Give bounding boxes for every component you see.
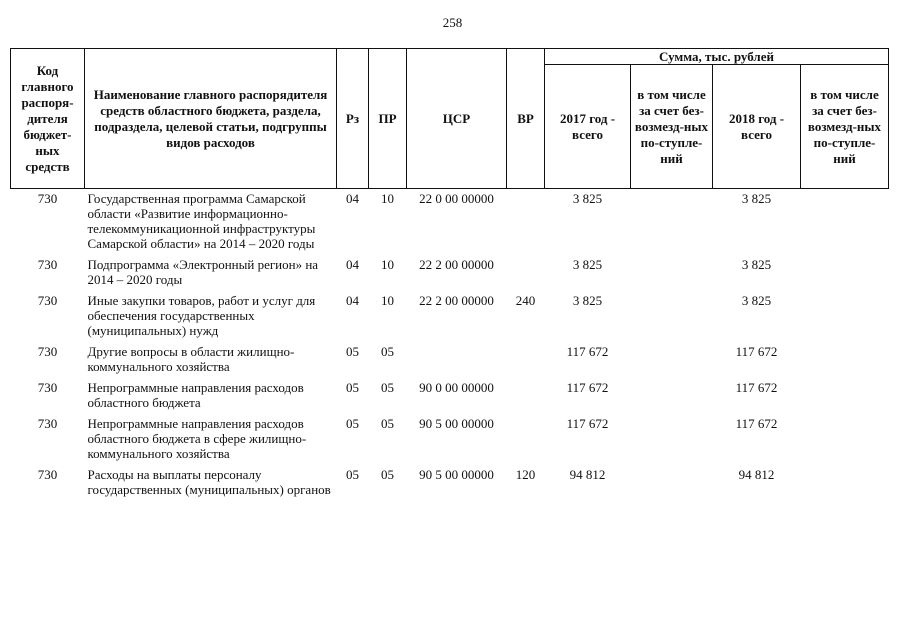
row-sum-2018: 117 672 (735, 344, 778, 359)
row-name: Расходы на выплаты персоналу государственных (муниципальных) органов (87, 467, 331, 497)
row-sum-2018-free (801, 414, 889, 465)
row-pr: 05 (381, 344, 394, 359)
row-sum-2018: 3 825 (741, 191, 772, 206)
row-sum-2018-free (801, 189, 889, 256)
row-vr: 240 (515, 293, 536, 308)
row-sum-2018-free (801, 291, 889, 342)
row-sum-2017: 3 825 (572, 257, 603, 272)
row-code: 730 (37, 380, 58, 395)
table-row (11, 189, 889, 256)
row-name: Непрограммные направления расходов областного бюджета (87, 380, 304, 410)
row-vr (507, 189, 545, 256)
row-pr: 10 (381, 191, 394, 206)
row-sum-2017-free (631, 414, 713, 465)
row-csr: 90 5 00 00000 (419, 467, 494, 482)
row-code: 730 (37, 293, 58, 308)
row-vr (507, 414, 545, 465)
header-code: Код главного распоря-дителя бюджет-ных средств (11, 49, 85, 189)
row-sum-2017: 3 825 (572, 293, 603, 308)
table-row (11, 255, 889, 291)
row-sum-2017-free (631, 465, 713, 501)
row-pr: 05 (381, 467, 394, 482)
row-rz: 05 (346, 467, 359, 482)
row-sum-2017-free (631, 255, 713, 291)
row-csr: 22 0 00 00000 (419, 191, 494, 206)
row-rz: 05 (346, 344, 359, 359)
row-pr: 10 (381, 293, 394, 308)
row-csr (407, 342, 507, 378)
row-sum-2018: 94 812 (738, 467, 775, 482)
row-pr: 05 (381, 380, 394, 395)
row-pr: 05 (381, 416, 394, 431)
row-vr (507, 255, 545, 291)
row-sum-2017-free (631, 189, 713, 256)
row-sum-2018-free (801, 342, 889, 378)
row-rz: 05 (346, 380, 359, 395)
row-rz: 05 (346, 416, 359, 431)
row-sum-2017: 94 812 (569, 467, 606, 482)
row-vr (507, 378, 545, 414)
row-sum-2018-free (801, 378, 889, 414)
row-sum-2018: 117 672 (735, 416, 778, 431)
header-name: Наименование главного распорядителя средств областного бюджета, раздела, подраздела, целевой статьи, подгруппы видов расходов (85, 49, 337, 189)
row-pr: 10 (381, 257, 394, 272)
row-rz: 04 (346, 191, 359, 206)
row-sum-2017: 117 672 (566, 416, 609, 431)
row-sum-2017: 3 825 (572, 191, 603, 206)
page-number: 258 (442, 15, 463, 30)
header-vr: ВР (507, 49, 545, 189)
header-2018-free: в том числе за счет без-возмезд-ных по-ступле-ний (801, 65, 889, 189)
row-code: 730 (37, 344, 58, 359)
row-code: 730 (37, 416, 58, 431)
table-row (11, 465, 889, 501)
row-sum-2018: 3 825 (741, 293, 772, 308)
row-csr: 22 2 00 00000 (419, 293, 494, 308)
row-csr: 22 2 00 00000 (419, 257, 494, 272)
row-name: Другие вопросы в области жилищно-коммунального хозяйства (87, 344, 295, 374)
row-vr: 120 (515, 467, 536, 482)
header-csr: ЦСР (407, 49, 507, 189)
row-sum-2018: 117 672 (735, 380, 778, 395)
row-sum-2017: 117 672 (566, 380, 609, 395)
header-sum: Сумма, тыс. рублей (545, 49, 889, 65)
row-sum-2017: 117 672 (566, 344, 609, 359)
row-name: Государственная программа Самарской области «Развитие информационно-телекоммуникационной инфраструктуры Самарской области» на 2014 – 2020 годы (87, 191, 316, 251)
row-sum-2017-free (631, 342, 713, 378)
table-row (11, 378, 889, 414)
row-rz: 04 (346, 257, 359, 272)
row-sum-2018: 3 825 (741, 257, 772, 272)
row-vr (507, 342, 545, 378)
header-pr: ПР (369, 49, 407, 189)
table-row (11, 342, 889, 378)
row-name: Непрограммные направления расходов областного бюджета в сфере жилищно-коммунального хозяйства (87, 416, 307, 461)
row-sum-2017-free (631, 291, 713, 342)
table-header (11, 49, 889, 189)
header-2018-total: 2018 год - всего (713, 65, 801, 189)
row-csr: 90 0 00 00000 (419, 380, 494, 395)
table-row (11, 291, 889, 342)
row-sum-2017-free (631, 378, 713, 414)
row-sum-2018-free (801, 255, 889, 291)
row-sum-2018-free (801, 465, 889, 501)
table-row (11, 414, 889, 465)
header-rz: Рз (337, 49, 369, 189)
row-code: 730 (37, 191, 58, 206)
row-name: Подпрограмма «Электронный регион» на 2014 – 2020 годы (87, 257, 319, 287)
row-rz: 04 (346, 293, 359, 308)
budget-table (10, 48, 889, 501)
header-2017-free: в том числе за счет без-возмезд-ных по-ступле-ний (631, 65, 713, 189)
header-2017-total: 2017 год - всего (545, 65, 631, 189)
row-code: 730 (37, 467, 58, 482)
row-name: Иные закупки товаров, работ и услуг для обеспечения государственных (муниципальных) нужд (87, 293, 316, 338)
row-csr: 90 5 00 00000 (419, 416, 494, 431)
row-code: 730 (37, 257, 58, 272)
table-body (11, 189, 889, 502)
